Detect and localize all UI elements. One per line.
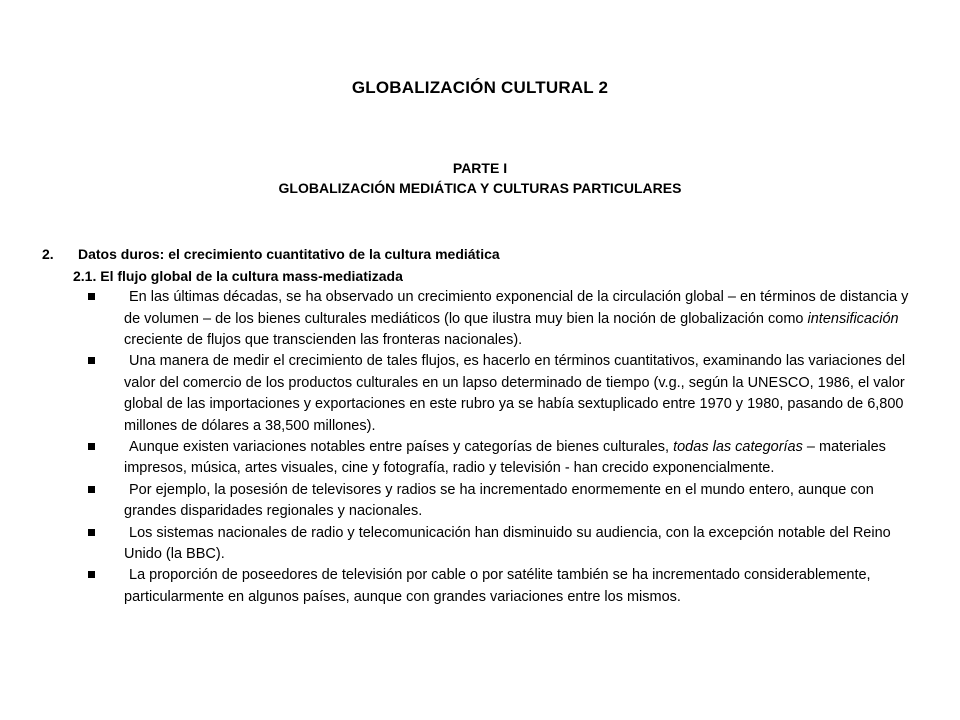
- bullet-text: En las últimas décadas, se ha observado un crecimiento exponencial de la circulación global – en términos de distancia y de volumen – de los bienes culturales mediáticos (lo que ilustra muy bien la noción de globalización como: [124, 289, 909, 327]
- square-bullet-icon: [88, 293, 95, 300]
- section-number: 2.: [42, 246, 54, 262]
- square-bullet-icon: [88, 357, 95, 364]
- bullet-text: Una manera de medir el crecimiento de tales flujos, es hacerlo en términos cuantitativos, examinando las variaciones del valor del comercio de los productos culturales en un lapso determinado de tiempo (v.g., según la UNESCO, 1986, el valor global de las importaciones y exportaciones en este rubro ya se había sextuplicado entre 1970 y 1980, pasando de 6,800 millones de dólares a 38,500 millones).: [124, 353, 906, 434]
- page-title: GLOBALIZACIÓN CULTURAL 2: [351, 78, 609, 97]
- list-item: [42, 437, 942, 480]
- list-item: [42, 523, 942, 566]
- bullet-emphasis: intensificación: [807, 310, 899, 327]
- list-item: [42, 351, 942, 437]
- bullet-list: [42, 287, 942, 608]
- section-heading: [42, 244, 942, 266]
- list-item: [42, 287, 942, 351]
- bullet-text-cont: – materiales impresos, música, artes visuales, cine y fotografía, radio y televisión - han crecido exponencialmente.: [124, 439, 886, 477]
- square-bullet-icon: [88, 529, 95, 536]
- slide-content: [42, 244, 942, 608]
- list-item: [42, 565, 942, 608]
- bullet-text-cont: creciente de flujos que transcienden las fronteras nacionales).: [124, 332, 523, 348]
- list-item: [42, 480, 942, 523]
- square-bullet-icon: [88, 443, 95, 450]
- part-label: PARTE I: [452, 160, 508, 176]
- bullet-text: Por ejemplo, la posesión de televisores y radios se ha incrementado enormemente en el mundo entero, aunque con grandes disparidades regionales y nacionales.: [124, 481, 874, 520]
- bullet-text: La proporción de poseedores de televisión por cable o por satélite también se ha incrementado considerablemente, particularmente en algunos países, aunque con grandes variaciones entre los mismos.: [124, 567, 871, 605]
- subsection-heading: 2.1. El flujo global de la cultura mass-mediatizada: [73, 267, 403, 284]
- section-title: Datos duros: el crecimiento cuantitativo de la cultura mediática: [78, 246, 500, 262]
- part-heading: [0, 158, 960, 198]
- bullet-text: Los sistemas nacionales de radio y telecomunicación han disminuido su audiencia, con la excepción notable del Reino Unido (la BBC).: [124, 524, 891, 563]
- part-subtitle: GLOBALIZACIÓN MEDIÁTICA Y CULTURAS PARTICULARES: [278, 180, 682, 196]
- square-bullet-icon: [88, 571, 95, 578]
- bullet-emphasis: todas las categorías: [673, 439, 803, 456]
- square-bullet-icon: [88, 486, 95, 493]
- bullet-text: Aunque existen variaciones notables entre países y categorías de bienes culturales,: [129, 439, 674, 456]
